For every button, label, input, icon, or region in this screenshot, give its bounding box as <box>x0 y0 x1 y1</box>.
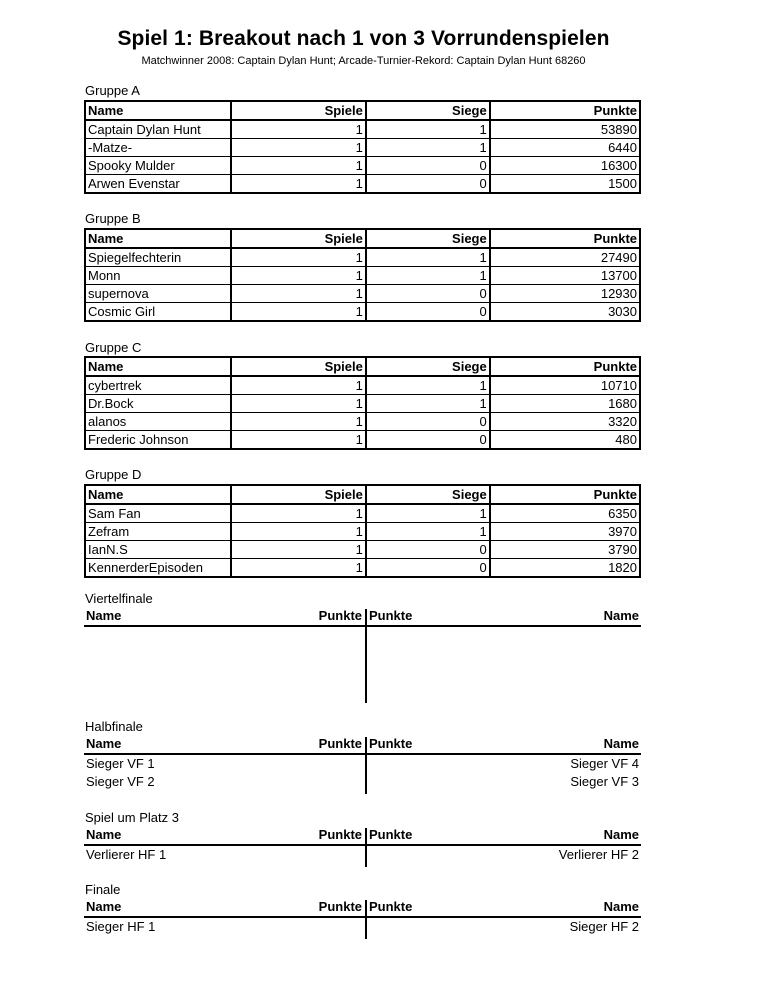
cell-name: Monn <box>85 267 231 285</box>
cell-spiele: 1 <box>231 303 366 322</box>
cell-siege: 1 <box>366 395 490 413</box>
col-punkte: Punkte <box>490 101 640 120</box>
table-header <box>85 485 640 504</box>
match-left-name: Sieger VF 1 <box>86 756 155 771</box>
cell-name: Captain Dylan Hunt <box>85 120 231 139</box>
cell-spiele: 1 <box>231 157 366 175</box>
cell-spiele: 1 <box>231 175 366 194</box>
cell-punkte: 480 <box>490 431 640 450</box>
match-right-name: Verlierer HF 2 <box>558 847 639 862</box>
table-header <box>85 101 640 120</box>
cell-siege: 0 <box>366 559 490 578</box>
match-row <box>84 755 641 773</box>
cell-siege: 1 <box>366 120 490 139</box>
col-siege: Siege <box>366 357 490 376</box>
cell-name: -Matze- <box>85 139 231 157</box>
match-row <box>84 773 641 791</box>
col-spiele: Spiele <box>231 229 366 248</box>
group-a-table <box>84 100 641 194</box>
col-name: Name <box>85 485 231 504</box>
cell-punkte: 12930 <box>490 285 640 303</box>
cell-name: IanN.S <box>85 541 231 559</box>
cell-siege: 0 <box>366 175 490 194</box>
cell-name: KennerderEpisoden <box>85 559 231 578</box>
cell-siege: 0 <box>366 413 490 431</box>
cell-punkte: 3790 <box>490 541 640 559</box>
round-finale-label: Finale <box>85 882 121 897</box>
cell-name: Spiegelfechterin <box>85 248 231 267</box>
halbfinale-bracket <box>84 735 641 791</box>
cell-punkte: 1680 <box>490 395 640 413</box>
cell-spiele: 1 <box>231 267 366 285</box>
match-left-name: Sieger VF 2 <box>86 774 155 789</box>
page-subtitle: Matchwinner 2008: Captain Dylan Hunt; Arcade-Turnier-Rekord: Captain Dylan Hunt 68260 <box>141 55 586 67</box>
cell-punkte: 6440 <box>490 139 640 157</box>
table-row <box>85 523 640 541</box>
platz3-bracket <box>84 826 641 864</box>
table-row <box>85 120 640 139</box>
cell-spiele: 1 <box>231 139 366 157</box>
cell-name: alanos <box>85 413 231 431</box>
col-punkte-left: Punkte <box>318 899 362 914</box>
table-row <box>85 267 640 285</box>
table-row <box>85 175 640 194</box>
cell-name: Sam Fan <box>85 504 231 523</box>
cell-siege: 0 <box>366 541 490 559</box>
table-row <box>85 504 640 523</box>
cell-siege: 0 <box>366 157 490 175</box>
col-name: Name <box>85 229 231 248</box>
table-row <box>85 285 640 303</box>
col-name-right: Name <box>603 827 639 842</box>
col-name-left: Name <box>86 736 122 751</box>
col-siege: Siege <box>366 101 490 120</box>
group-d-table <box>84 484 641 578</box>
col-punkte-right: Punkte <box>369 608 413 623</box>
cell-spiele: 1 <box>231 248 366 267</box>
cell-siege: 0 <box>366 285 490 303</box>
cell-spiele: 1 <box>231 120 366 139</box>
cell-name: Arwen Evenstar <box>85 175 231 194</box>
cell-spiele: 1 <box>231 431 366 450</box>
cell-punkte: 3320 <box>490 413 640 431</box>
col-name-right: Name <box>603 899 639 914</box>
cell-punkte: 6350 <box>490 504 640 523</box>
table-row <box>85 431 640 450</box>
cell-siege: 1 <box>366 267 490 285</box>
cell-punkte: 1820 <box>490 559 640 578</box>
cell-siege: 0 <box>366 303 490 322</box>
page-title: Spiel 1: Breakout nach 1 von 3 Vorrundenspielen <box>117 27 610 50</box>
bracket-header <box>84 898 641 918</box>
col-name-left: Name <box>86 899 122 914</box>
cell-name: Cosmic Girl <box>85 303 231 322</box>
cell-name: Frederic Johnson <box>85 431 231 450</box>
bracket-header <box>84 735 641 755</box>
cell-spiele: 1 <box>231 504 366 523</box>
cell-punkte: 10710 <box>490 376 640 395</box>
cell-spiele: 1 <box>231 523 366 541</box>
cell-punkte: 3970 <box>490 523 640 541</box>
col-name-left: Name <box>86 608 122 623</box>
col-spiele: Spiele <box>231 101 366 120</box>
cell-siege: 1 <box>366 248 490 267</box>
match-right-name: Sieger VF 3 <box>570 774 639 789</box>
col-siege: Siege <box>366 485 490 504</box>
group-b-label: Gruppe B <box>85 211 141 226</box>
col-punkte-left: Punkte <box>318 608 362 623</box>
col-punkte-right: Punkte <box>369 899 413 914</box>
round-platz3-label: Spiel um Platz 3 <box>85 810 179 825</box>
col-punkte-left: Punkte <box>318 736 362 751</box>
cell-spiele: 1 <box>231 413 366 431</box>
col-name-right: Name <box>603 608 639 623</box>
cell-siege: 1 <box>366 139 490 157</box>
bracket-header <box>84 826 641 846</box>
col-punkte: Punkte <box>490 485 640 504</box>
group-b-table <box>84 228 641 322</box>
cell-spiele: 1 <box>231 285 366 303</box>
cell-punkte: 53890 <box>490 120 640 139</box>
table-header <box>85 357 640 376</box>
col-punkte-right: Punkte <box>369 827 413 842</box>
cell-name: Zefram <box>85 523 231 541</box>
table-row <box>85 559 640 578</box>
cell-punkte: 3030 <box>490 303 640 322</box>
group-d-label: Gruppe D <box>85 467 142 482</box>
cell-name: Spooky Mulder <box>85 157 231 175</box>
col-name: Name <box>85 101 231 120</box>
col-punkte-right: Punkte <box>369 736 413 751</box>
cell-siege: 1 <box>366 376 490 395</box>
table-row <box>85 248 640 267</box>
col-spiele: Spiele <box>231 357 366 376</box>
viertelfinale-bracket <box>84 607 641 703</box>
cell-punkte: 16300 <box>490 157 640 175</box>
col-punkte: Punkte <box>490 229 640 248</box>
bracket-header <box>84 607 641 627</box>
col-name-right: Name <box>603 736 639 751</box>
table-row <box>85 139 640 157</box>
group-c-table <box>84 356 641 450</box>
cell-name: Dr.Bock <box>85 395 231 413</box>
col-name: Name <box>85 357 231 376</box>
cell-punkte: 27490 <box>490 248 640 267</box>
table-row <box>85 395 640 413</box>
col-punkte: Punkte <box>490 357 640 376</box>
finale-bracket <box>84 898 641 936</box>
cell-siege: 1 <box>366 504 490 523</box>
col-spiele: Spiele <box>231 485 366 504</box>
match-right-name: Sieger HF 2 <box>569 919 639 934</box>
cell-name: cybertrek <box>85 376 231 395</box>
cell-siege: 0 <box>366 431 490 450</box>
group-a-label: Gruppe A <box>85 83 140 98</box>
table-row <box>85 376 640 395</box>
table-row <box>85 541 640 559</box>
cell-spiele: 1 <box>231 541 366 559</box>
cell-punkte: 13700 <box>490 267 640 285</box>
cell-name: supernova <box>85 285 231 303</box>
match-left-name: Sieger HF 1 <box>86 919 156 934</box>
match-row <box>84 846 641 864</box>
match-left-name: Verlierer HF 1 <box>86 847 167 862</box>
table-header <box>85 229 640 248</box>
col-punkte-left: Punkte <box>318 827 362 842</box>
col-siege: Siege <box>366 229 490 248</box>
table-row <box>85 157 640 175</box>
round-viertelfinale-label: Viertelfinale <box>85 591 153 606</box>
col-name-left: Name <box>86 827 122 842</box>
cell-siege: 1 <box>366 523 490 541</box>
table-row <box>85 303 640 322</box>
match-right-name: Sieger VF 4 <box>570 756 639 771</box>
match-row <box>84 918 641 936</box>
cell-punkte: 1500 <box>490 175 640 194</box>
group-c-label: Gruppe C <box>85 340 142 355</box>
cell-spiele: 1 <box>231 395 366 413</box>
cell-spiele: 1 <box>231 376 366 395</box>
round-halbfinale-label: Halbfinale <box>85 719 143 734</box>
cell-spiele: 1 <box>231 559 366 578</box>
table-row <box>85 413 640 431</box>
